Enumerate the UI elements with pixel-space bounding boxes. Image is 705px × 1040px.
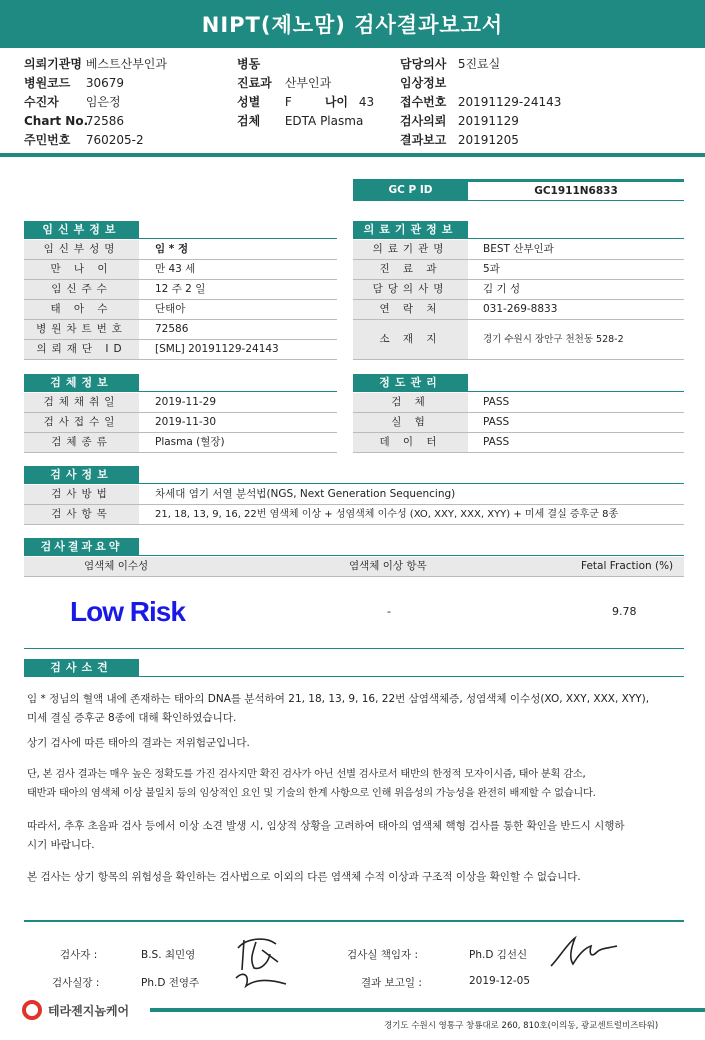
table-row	[24, 433, 337, 453]
row-value: 031-269-8833	[483, 303, 558, 315]
row-label: 태 아 수	[24, 300, 139, 319]
tester-signature	[226, 930, 296, 1000]
result-fetal-fraction: 9.78	[612, 605, 637, 618]
header-col-1	[24, 55, 239, 150]
row-value: Plasma (혈장)	[155, 436, 225, 448]
row-label: 데 이 터	[353, 433, 468, 452]
gcpid-label: GC P ID	[353, 179, 468, 201]
header-value: 760205-2	[85, 133, 144, 147]
row-value: 김 기 성	[483, 283, 521, 295]
section-line	[24, 920, 684, 922]
row-label: 실 험	[353, 413, 468, 432]
opinion-line: 임 * 정님의 혈액 내에 존재하는 태아의 DNA를 분석하여 21, 18, 13, 9, 16, 22번 삼염색체증, 성염색체 이수성(XO, XXY, XXX, XYY),	[27, 693, 650, 705]
header-label: 의뢰기관명	[24, 57, 82, 71]
header-label: 접수번호	[400, 95, 447, 109]
row-label: 진 료 과	[353, 260, 468, 279]
row-value: 임 * 정	[155, 243, 189, 255]
company-address: 경기도 수원시 영통구 창룡대로 260, 810호(이의동, 광교센트럴비즈타워)	[384, 1021, 659, 1031]
row-label: 병원차트번호	[24, 320, 139, 339]
row-value: [SML] 20191129-24143	[155, 343, 279, 355]
row-label: 연 락 처	[353, 300, 468, 319]
row-value: 차세대 염기 서열 분석법(NGS, Next Generation Sequencing)	[155, 488, 456, 500]
opinion-paragraph-1	[27, 690, 683, 728]
table-row	[353, 413, 684, 433]
row-label: 검사방법	[24, 485, 139, 504]
header-value: 베스트산부인과	[85, 57, 167, 71]
table-row	[24, 260, 337, 280]
tester-label: 검사자 :	[60, 949, 98, 961]
manager-signature	[545, 930, 625, 975]
row-label: 만 나 이	[24, 260, 139, 279]
section-specimen-title: 검체정보	[24, 374, 139, 392]
row-value: 2019-11-30	[155, 416, 217, 428]
summary-header-fetal-fraction: Fetal Fraction (%)	[581, 560, 674, 572]
table-row	[353, 280, 684, 300]
row-value: PASS	[483, 416, 510, 428]
section-line	[24, 648, 684, 649]
table-row	[24, 320, 337, 340]
section-line	[24, 238, 337, 239]
row-value: 단태아	[155, 303, 186, 315]
header-label: 병원코드	[24, 76, 71, 90]
header-value: 20191129	[457, 114, 519, 128]
section-line	[24, 483, 684, 484]
table-row	[353, 300, 684, 320]
section-institution-title: 의료기관정보	[353, 221, 468, 239]
opinion-line: 따라서, 추후 초음파 검사 등에서 이상 소견 발생 시, 임상적 상황을 고려하여 태아의 염색체 핵형 검사를 통한 확인을 반드시 시행하	[27, 820, 625, 832]
gcpid-value: GC1911N6833	[468, 179, 684, 201]
header-label: 검체	[237, 114, 261, 128]
header-label: Chart No.	[24, 114, 89, 128]
pregnant-table	[24, 240, 337, 360]
table-row	[24, 280, 337, 300]
header-value: 임은정	[85, 95, 121, 109]
table-row	[24, 485, 684, 505]
specimen-table	[24, 393, 337, 453]
summary-header-abnormal: 염색체 이상 항목	[349, 560, 427, 572]
result-low-risk: Low Risk	[70, 596, 185, 627]
header-label: 결과보고	[400, 133, 447, 147]
section-line	[353, 391, 684, 392]
institution-table	[353, 240, 684, 360]
test-table	[24, 485, 684, 525]
section-opinion-title: 검사소견	[24, 659, 139, 677]
row-value: 72586	[155, 323, 189, 335]
table-row	[24, 300, 337, 320]
row-label: 검체채취일	[24, 393, 139, 412]
table-row	[353, 433, 684, 453]
table-row	[24, 413, 337, 433]
row-label: 임신주수	[24, 280, 139, 299]
table-row	[24, 393, 337, 413]
row-value: 12 주 2 일	[155, 283, 206, 295]
header-value: 30679	[85, 76, 125, 90]
row-value: 만 43 세	[155, 263, 196, 275]
report-date-label: 결과 보고일 :	[361, 977, 422, 989]
section-pregnant-title: 임신부정보	[24, 221, 139, 239]
row-label: 의뢰재단 ID	[24, 340, 139, 359]
header-value: 산부인과	[284, 76, 332, 90]
footer-rule	[150, 1008, 705, 1012]
row-value: 21, 18, 13, 9, 16, 22번 염색체 이상 + 성염색체 이수성 (XO, XXY, XXX, XYY) + 미세 결실 증후군 8종	[155, 509, 619, 520]
section-line	[353, 238, 684, 239]
company-logo-icon	[22, 1000, 42, 1020]
table-row	[353, 320, 684, 360]
table-row	[24, 505, 684, 525]
row-label: 의료기관명	[353, 240, 468, 259]
row-label: 담당의사명	[353, 280, 468, 299]
header-label: 수진자	[24, 95, 59, 109]
table-row	[353, 240, 684, 260]
row-label: 검 체	[353, 393, 468, 412]
table-row	[24, 240, 337, 260]
director-name: Ph.D 전영주	[141, 977, 200, 989]
header-label: 병동	[237, 57, 261, 71]
row-value: PASS	[483, 396, 510, 408]
opinion-paragraph-5	[27, 868, 683, 887]
header-value: 5진료실	[457, 57, 501, 71]
table-row	[24, 340, 337, 360]
row-value: 2019-11-29	[155, 396, 217, 408]
tester-name: B.S. 최민영	[141, 949, 196, 961]
summary-header-aneuploidy: 염색체 이수성	[84, 560, 149, 572]
header-label: 검사의뢰	[400, 114, 447, 128]
header-value: 20191129-24143	[457, 95, 562, 109]
section-summary-title: 검사결과요약	[24, 538, 139, 556]
header-value: 20191205	[457, 133, 519, 147]
result-abnormal-items: -	[387, 605, 391, 618]
row-label: 소 재 지	[353, 320, 468, 359]
report-title: NIPT(제노맘) 검사결과보고서	[0, 0, 705, 48]
opinion-line: 단, 본 검사 결과는 매우 높은 정확도를 가진 검사지만 확진 검사가 아닌 선별 검사로서 태반의 한정적 모자이시즘, 태아 분획 감소,	[27, 769, 586, 780]
company-name: 테라젠지놈케어	[48, 1004, 130, 1018]
qc-table	[353, 393, 684, 453]
header-divider	[0, 153, 705, 157]
section-line	[24, 555, 684, 556]
section-line	[24, 391, 337, 392]
manager-name: Ph.D 김선신	[469, 949, 528, 961]
manager-label: 검사실 책임자 :	[347, 949, 419, 961]
header-label: 담당의사	[400, 57, 447, 71]
section-test-title: 검사정보	[24, 466, 139, 484]
opinion-paragraph-4	[27, 817, 683, 855]
row-value: PASS	[483, 436, 510, 448]
summary-header-row	[24, 557, 684, 577]
opinion-line: 미세 결실 증후군 8종에 대해 확인하였습니다.	[27, 712, 237, 724]
row-value: 경기 수원시 장안구 천천동 528-2	[483, 334, 624, 345]
opinion-line: 태반과 태아의 염색체 이상 불일치 등의 임상적인 요인 및 기술의 한계 사항으로 인해 위음성의 가능성을 완전히 배제할 수 없습니다.	[27, 788, 596, 799]
opinion-paragraph-3	[27, 765, 683, 803]
header-value: EDTA Plasma	[284, 114, 364, 128]
age-value: 43	[358, 95, 375, 109]
row-value: BEST 산부인과	[483, 243, 554, 255]
header-label: 주민번호	[24, 133, 71, 147]
row-label: 검사항목	[24, 505, 139, 524]
row-label: 검체종류	[24, 433, 139, 452]
section-qc-title: 정도관리	[353, 374, 468, 392]
row-label: 임신부성명	[24, 240, 139, 259]
header-col-2	[237, 55, 397, 131]
section-line	[24, 676, 684, 677]
report-date: 2019-12-05	[469, 975, 531, 987]
header-label: 임상정보	[400, 76, 447, 90]
row-value: 5과	[483, 263, 500, 275]
header-value: F	[284, 95, 292, 109]
opinion-line: 본 검사는 상기 항목의 위험성을 확인하는 검사법으로 이외의 다른 염색체 수적 이상과 구조적 이상을 확인할 수 없습니다.	[27, 871, 581, 883]
header-label: 진료과	[237, 76, 272, 90]
gcpid-box	[353, 179, 684, 201]
table-row	[353, 393, 684, 413]
age-label: 나이	[324, 95, 349, 109]
director-label: 검사실장 :	[52, 977, 100, 989]
row-label: 검사접수일	[24, 413, 139, 432]
header-col-3	[400, 55, 690, 150]
opinion-line: 시기 바랍니다.	[27, 839, 95, 851]
header-label: 성별	[237, 95, 261, 109]
opinion-line: 상기 검사에 따른 태아의 결과는 저위험군입니다.	[27, 737, 250, 749]
table-row	[353, 260, 684, 280]
header-value: 72586	[85, 114, 125, 128]
opinion-paragraph-2	[27, 734, 683, 753]
